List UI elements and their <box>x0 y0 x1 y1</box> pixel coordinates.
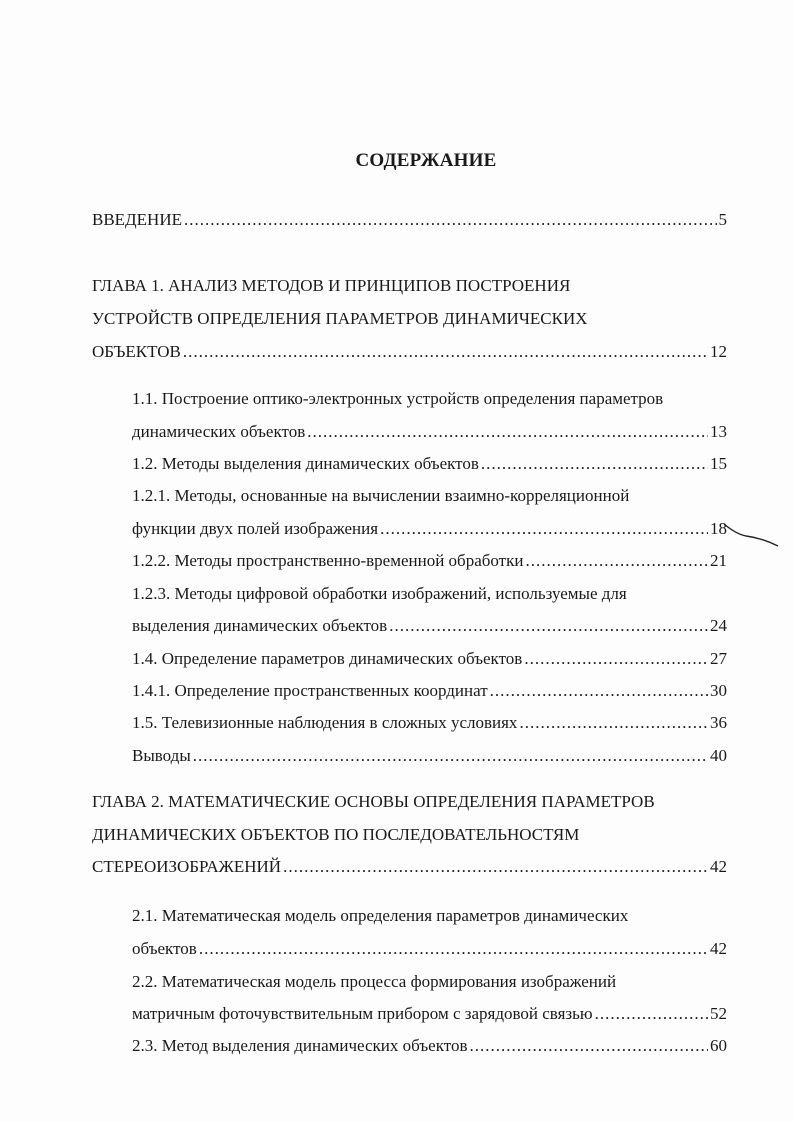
toc-page-number: 15 <box>710 454 727 473</box>
toc-entry-section-1-4 <box>132 647 727 671</box>
toc-page-number: 52 <box>710 1004 727 1023</box>
toc-entry-text: объектов <box>132 939 197 958</box>
toc-entry-section-1-4-1 <box>132 679 727 703</box>
toc-page-number: 60 <box>710 1036 727 1055</box>
toc-entry-chapter-2 <box>92 855 727 879</box>
toc-entry-text: матричным фоточувствительным прибором с зарядовой связью <box>132 1004 593 1023</box>
toc-entry-section-2-3 <box>132 1034 727 1058</box>
toc-entry-text: функции двух полей изображения <box>132 519 379 538</box>
toc-leader-dots <box>307 420 708 444</box>
toc-entry-conclusions <box>132 744 727 768</box>
toc-section-1-1-line1: 1.1. Построение оптико-электронных устройств определения параметров <box>132 389 664 408</box>
toc-chapter-2-line2: ДИНАМИЧЕСКИХ ОБЪЕКТОВ ПО ПОСЛЕДОВАТЕЛЬНОСТЯМ <box>92 825 580 844</box>
toc-entry-text: динамических объектов <box>132 422 306 441</box>
toc-leader-dots <box>184 208 717 232</box>
handwritten-correction-mark <box>722 520 782 550</box>
toc-entry-section-1-2-1 <box>132 517 727 541</box>
toc-page-number: 30 <box>710 681 727 700</box>
toc-page-number: 21 <box>710 551 727 570</box>
toc-leader-dots <box>193 744 708 768</box>
toc-page-number: 40 <box>710 746 727 765</box>
toc-entry-text: 1.4. Определение параметров динамических объектов <box>132 649 523 668</box>
toc-section-1-2-1-line1: 1.2.1. Методы, основанные на вычислении взаимно-корреляционной <box>132 486 630 505</box>
toc-entry-text: 1.4.1. Определение пространственных координат <box>132 681 488 700</box>
toc-leader-dots <box>380 517 708 541</box>
toc-section-2-2-line1: 2.2. Математическая модель процесса формирования изображений <box>132 972 617 991</box>
toc-entry-section-2-2 <box>132 1002 727 1026</box>
toc-entry-text: 1.5. Телевизионные наблюдения в сложных условиях <box>132 713 518 732</box>
toc-leader-dots <box>490 679 708 703</box>
toc-entry-section-1-1 <box>132 420 727 444</box>
toc-page-number: 13 <box>710 422 727 441</box>
toc-page-number: 27 <box>710 649 727 668</box>
toc-chapter-2-line1: ГЛАВА 2. МАТЕМАТИЧЕСКИЕ ОСНОВЫ ОПРЕДЕЛЕНИЯ ПАРАМЕТРОВ <box>92 792 655 811</box>
toc-leader-dots <box>481 452 708 476</box>
toc-section-1-2-3-line1: 1.2.3. Методы цифровой обработки изображений, используемые для <box>132 584 627 603</box>
toc-leader-dots <box>389 614 708 638</box>
toc-page-number: 12 <box>710 342 727 361</box>
toc-page-number: 42 <box>710 857 727 876</box>
toc-entry-section-1-2-3 <box>132 614 727 638</box>
toc-leader-dots <box>525 549 708 573</box>
toc-page-number: 18 <box>710 519 727 538</box>
toc-entry-introduction <box>92 208 727 232</box>
toc-entry-text: 1.2. Методы выделения динамических объектов <box>132 454 479 473</box>
toc-entry-text: 2.3. Метод выделения динамических объектов <box>132 1036 468 1055</box>
toc-entry-section-2-1 <box>132 937 727 961</box>
toc-entry-text: 1.2.2. Методы пространственно-временной обработки <box>132 551 524 570</box>
toc-entry-text: выделения динамических объектов <box>132 616 388 635</box>
toc-leader-dots <box>595 1002 708 1026</box>
page-title: СОДЕРЖАНИЕ <box>355 150 497 171</box>
toc-page-number: 24 <box>710 616 727 635</box>
toc-page-number: 5 <box>718 210 727 229</box>
toc-leader-dots <box>283 855 708 879</box>
toc-page-number: 36 <box>710 713 727 732</box>
toc-section-2-1-line1: 2.1. Математическая модель определения параметров динамических <box>132 906 629 925</box>
toc-chapter-1-line1: ГЛАВА 1. АНАЛИЗ МЕТОДОВ И ПРИНЦИПОВ ПОСТРОЕНИЯ <box>92 276 571 295</box>
toc-chapter-1-line2: УСТРОЙСТВ ОПРЕДЕЛЕНИЯ ПАРАМЕТРОВ ДИНАМИЧЕСКИХ <box>92 309 588 328</box>
toc-leader-dots <box>469 1034 708 1058</box>
toc-entry-text: Выводы <box>132 746 191 765</box>
toc-leader-dots <box>519 711 708 735</box>
toc-leader-dots <box>199 937 708 961</box>
toc-entry-section-1-5 <box>132 711 727 735</box>
toc-entry-section-1-2 <box>132 452 727 476</box>
toc-entry-text: ОБЪЕКТОВ <box>92 342 181 361</box>
toc-leader-dots <box>524 647 708 671</box>
toc-entry-text: СТЕРЕОИЗОБРАЖЕНИЙ <box>92 857 282 876</box>
toc-leader-dots <box>183 340 708 364</box>
toc-page-number: 42 <box>710 939 727 958</box>
toc-entry-section-1-2-2 <box>132 549 727 573</box>
toc-entry-chapter-1 <box>92 340 727 364</box>
toc-entry-text: ВВЕДЕНИЕ <box>92 210 182 229</box>
